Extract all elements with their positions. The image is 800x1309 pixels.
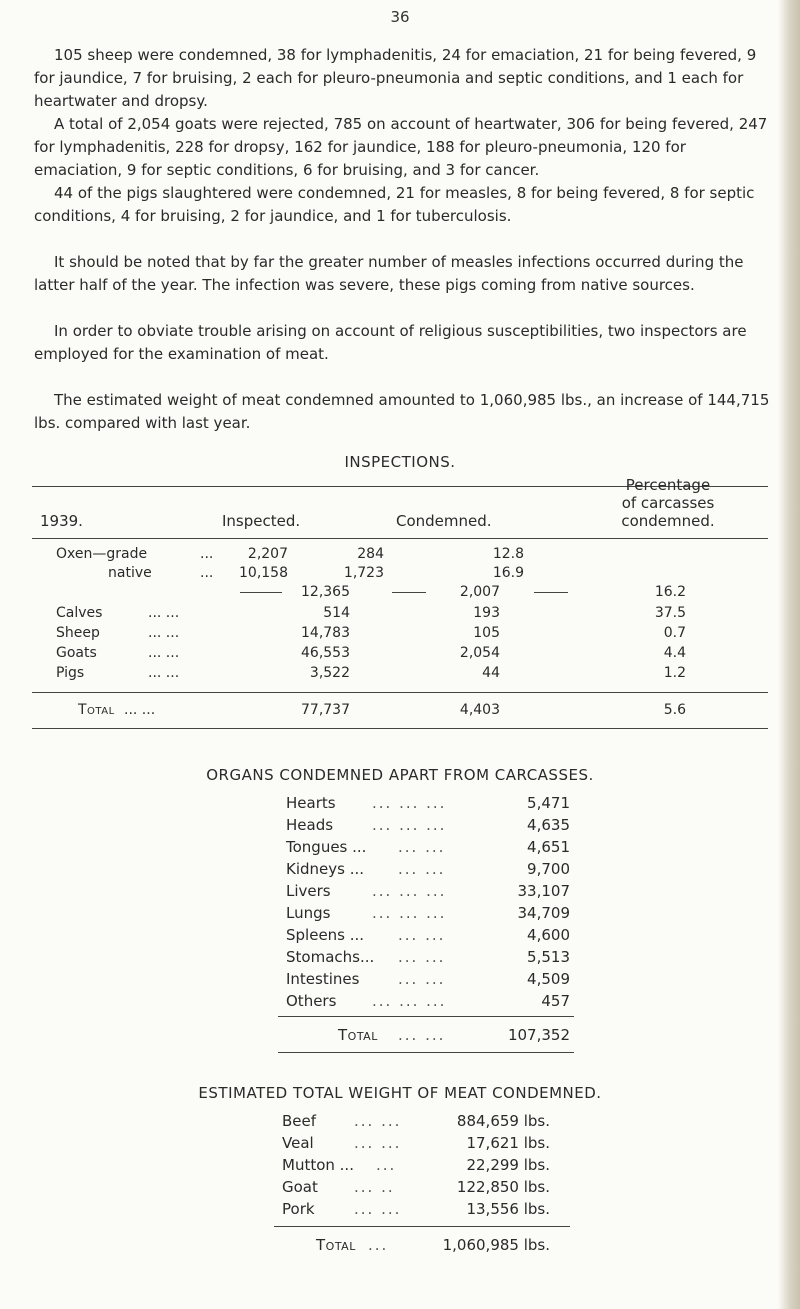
header-percentage-line2: of carcasses [621,494,715,512]
row-calves-leader: ... ... [148,605,180,621]
organs-total-label: Total [338,1026,378,1044]
row-total-pct: 5.6 [663,702,686,718]
table-total-rule [32,692,768,693]
page-edge-shadow [778,0,800,1309]
row-oxen-grade-condemned: 284 [357,546,384,562]
row-sheep-leader: ... ... [148,625,180,641]
row-oxen-total-condemned: 2,007 [459,584,500,600]
weight-leader: ... ... [354,1134,402,1152]
organ-leader: ... ... ... [372,882,447,900]
weight-label: Mutton ... [282,1156,354,1174]
weight-label: Beef [282,1112,317,1130]
organ-value: 4,600 [527,926,570,944]
header-year: 1939. [40,512,83,530]
row-oxen-grade-leader: ... [200,546,214,562]
row-pigs-pct: 1.2 [663,665,686,681]
organ-label: Kidneys ... [286,860,365,878]
row-oxen-grade-pct: 12.8 [492,546,524,562]
row-pigs-condemned: 44 [482,665,500,681]
organ-leader: ... ... [398,970,446,988]
row-total-label: Total [78,702,115,718]
paragraph-sheep: 105 sheep were condemned, 38 for lymphadenitis, 24 for emaciation, 21 for being fevered, 9 for jaundice, 7 for bruising, 2 each for pleuro-pneumonia and septic conditions, and 1 each for heartwater and dropsy. [34,46,757,110]
weight-value: 884,659 lbs. [456,1112,550,1130]
row-calves-inspected: 514 [323,605,350,621]
row-oxen-native-inspected: 10,158 [239,565,288,581]
organ-value: 457 [541,992,570,1010]
weights-total-label: Total [316,1236,356,1254]
page-number: 36 [390,8,410,26]
organ-value: 34,709 [517,904,570,922]
row-oxen-native-label: native [108,565,152,581]
organ-leader: ... ... ... [372,904,447,922]
weight-label: Goat [282,1178,318,1196]
weights-total-value: 1,060,985 lbs. [442,1236,550,1254]
inspections-title: INSPECTIONS. [344,453,456,471]
row-sheep-condemned: 105 [473,625,500,641]
paragraph-weight: The estimated weight of meat condemned amounted to 1,060,985 lbs., an increase of 144,715 lbs. compared with last year. [34,391,770,432]
row-pigs-inspected: 3,522 [309,665,350,681]
organ-value: 33,107 [517,882,570,900]
weight-leader: ... [376,1156,397,1174]
organ-leader: ... ... ... [372,992,447,1010]
paragraph-goats: A total of 2,054 goats were rejected, 785 on account of heartwater, 306 for being fevered, 247 for lymphadenitis, 228 for dropsy, 162 for jaundice, 188 for pleuro-pneumonia, 120 for emaciation, 9 for septic conditions, 6 for bruising, and 3 for cancer. [34,115,768,179]
row-goats-pct: 4.4 [663,645,686,661]
organ-label: Lungs [286,904,331,922]
weight-value: 13,556 lbs. [466,1200,550,1218]
weight-value: 17,621 lbs. [466,1134,550,1152]
organ-value: 4,651 [527,838,570,856]
organ-label: Hearts [286,794,336,812]
organ-value: 5,471 [527,794,570,812]
organs-bottom-rule [278,1052,574,1053]
row-oxen-grade-label: Oxen—grade [56,546,148,562]
row-oxen-native-pct: 16.9 [492,565,524,581]
weight-label: Pork [282,1200,315,1218]
row-total-inspected: 77,737 [301,702,350,718]
row-oxen-native-leader: ... [200,565,214,581]
organ-value: 4,509 [527,970,570,988]
weight-leader: ... ... [354,1200,402,1218]
row-oxen-native-condemned: 1,723 [343,565,384,581]
weights-total-rule [274,1226,570,1227]
row-calves-label: Calves [56,605,103,621]
row-calves-condemned: 193 [473,605,500,621]
weight-label: Veal [282,1134,314,1152]
paragraph-measles: It should be noted that by far the greater number of measles infections occurred during the latter half of the year. The infection was severe, these pigs coming from native sources. [34,253,744,294]
organs-title: ORGANS CONDEMNED APART FROM CARCASSES. [206,766,594,784]
paragraph-pigs: 44 of the pigs slaughtered were condemned, 21 for measles, 8 for being fevered, 8 for septic conditions, 4 for bruising, 2 for jaundice, and 1 for tuberculosis. [34,184,755,225]
organ-leader: ... ... ... [372,794,447,812]
organ-leader: ... ... ... [372,816,447,834]
row-total-condemned: 4,403 [459,702,500,718]
header-percentage-line3: condemned. [621,512,715,530]
weight-value: 22,299 lbs. [466,1156,550,1174]
paragraph-inspectors: In order to obviate trouble arising on account of religious susceptibilities, two inspectors are employed for the examination of meat. [34,322,747,363]
table-header-rule [32,538,768,539]
organs-total-leader: ... ... [398,1026,446,1044]
header-condemned: Condemned. [396,512,492,530]
weights-title: ESTIMATED TOTAL WEIGHT OF MEAT CONDEMNED. [198,1084,602,1102]
row-sheep-pct: 0.7 [663,625,686,641]
organ-label: Spleens ... [286,926,365,944]
organ-leader: ... ... [398,948,446,966]
organ-leader: ... ... [398,838,446,856]
header-inspected: Inspected. [222,512,301,530]
organ-label: Intestines [286,970,360,988]
row-oxen-total-inspected: 12,365 [301,584,350,600]
organ-label: Heads [286,816,334,834]
organ-leader: ... ... [398,926,446,944]
weight-value: 122,850 lbs. [456,1178,550,1196]
header-percentage-line1: Percentage [625,476,711,494]
organ-label: Stomachs... [286,948,375,966]
row-goats-label: Goats [56,645,97,661]
organ-label: Others [286,992,337,1010]
row-goats-inspected: 46,553 [301,645,350,661]
row-calves-pct: 37.5 [654,605,686,621]
row-total-leader: ... ... [124,702,156,718]
row-goats-leader: ... ... [148,645,180,661]
weight-leader: ... ... [354,1112,402,1130]
weights-total-leader: ... [368,1236,389,1254]
organs-total-rule [278,1016,574,1017]
organ-value: 5,513 [527,948,570,966]
row-goats-condemned: 2,054 [459,645,500,661]
row-sheep-inspected: 14,783 [301,625,350,641]
row-pigs-leader: ... ... [148,665,180,681]
table-bottom-rule [32,728,768,729]
organ-label: Livers [286,882,331,900]
row-pigs-label: Pigs [56,665,85,681]
organ-label: Tongues ... [286,838,367,856]
organ-leader: ... ... [398,860,446,878]
organs-total-value: 107,352 [507,1026,570,1044]
row-oxen-grade-inspected: 2,207 [247,546,288,562]
row-oxen-total-pct: 16.2 [654,584,686,600]
organ-value: 9,700 [527,860,570,878]
weight-leader: ... .. [354,1178,395,1196]
oxen-dash-3 [534,592,568,593]
organ-value: 4,635 [527,816,570,834]
row-sheep-label: Sheep [56,625,100,641]
